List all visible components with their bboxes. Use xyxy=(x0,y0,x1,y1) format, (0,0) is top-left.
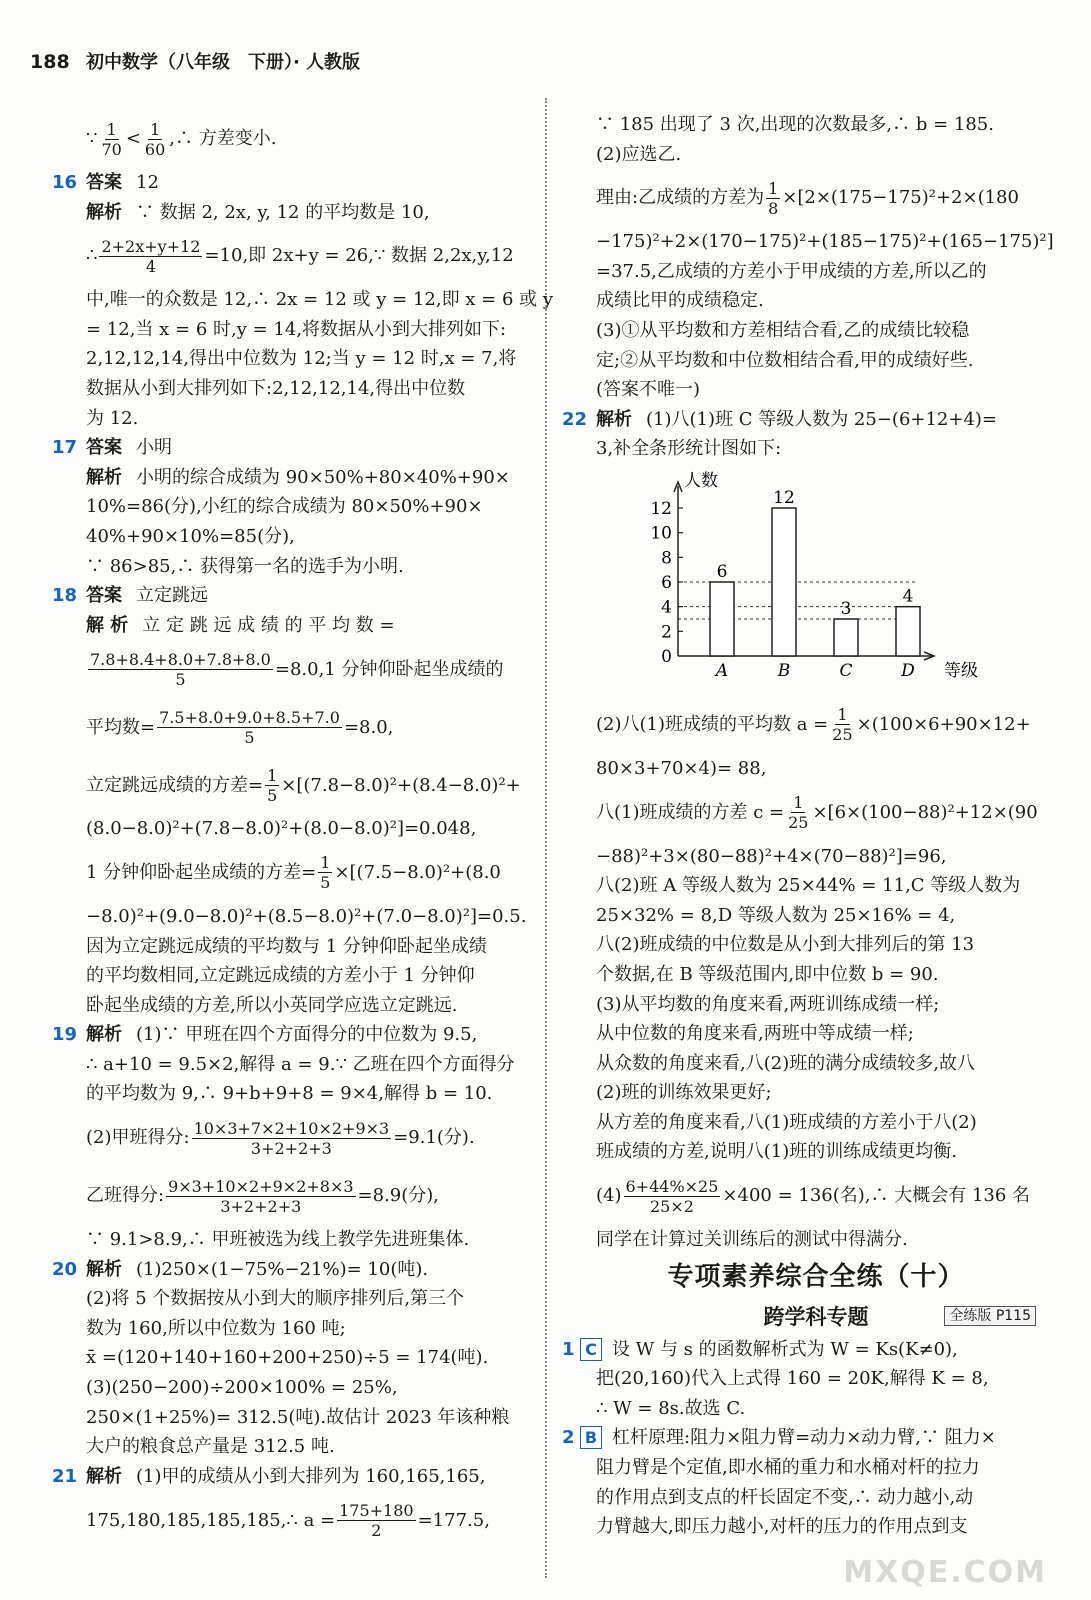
q18-line: 平均数= $\frac{7.5+8.0+9.0+8.5+7.0}{5}$ =8.0, xyxy=(86,707,394,747)
q16-line: 2,12,12,14,得出中位数为 12;当 y = 12 时,x = 7,将 xyxy=(86,348,517,370)
q20-line: 数为 160,所以中位数为 160 吨; xyxy=(86,1317,346,1339)
q19-line: 乙班得分: $\frac{9\times 3+10\times 2+9\times 2+8\times 3}{3+2+2+3}$ =8.9(分), xyxy=(86,1176,440,1216)
x-axis-label: 等级 xyxy=(944,660,978,681)
s1-line: ∴ W = 8s.故选 C. xyxy=(596,1397,746,1419)
q21-line: 175,180,185,185,185,∴ a = $\frac{175+180}{2}$ =177.5, xyxy=(86,1500,490,1540)
s2-line: 的作用点到支点的杆长固定不变,∴ 动力越小,动 xyxy=(596,1486,974,1508)
q21-cont-line: (3)①从平均数和方差相结合看,乙的成绩比较稳 xyxy=(596,319,970,341)
x-tick-label: B xyxy=(777,660,791,681)
bar-chart xyxy=(596,464,1036,696)
q19-analysis-line: 19 解析 (1)∵ 甲班在四个方面得分的中位数为 9.5, xyxy=(52,1020,534,1050)
q17-line: ∵ 86>85,∴ 获得第一名的选手为小明. xyxy=(86,555,404,577)
y-tick-label: 4 xyxy=(661,597,672,618)
q22-line: 班成绩的方差,说明八(1)班的训练成绩更均衡. xyxy=(596,1141,957,1163)
q18-line: (8.0−8.0)²+(7.8−8.0)²+(8.0−8.0)²]=0.048, xyxy=(86,818,477,840)
q21-cont-line: 理由:乙成绩的方差为 $\frac{1}{8}$ ×[2×(175−175)²+2×(180 xyxy=(596,178,1019,218)
q21-cont-line: −175)²+2×(170−175)²+(185−175)²+(165−175)²] xyxy=(596,231,1054,253)
s2-line: 阻力臂是个定值,即水桶的重力和水桶对杆的拉力 xyxy=(596,1457,980,1479)
q19-line: ∴ a+10 = 9.5×2,解得 a = 9.∵ 乙班在四个方面得分 xyxy=(86,1053,515,1075)
q20-analysis-line: 20 解析 (1)250×(1−75%−21%)= 10(吨). xyxy=(52,1255,534,1285)
x-tick-label: C xyxy=(839,660,853,681)
q17-line: 40%+90×10%=85(分), xyxy=(86,525,295,547)
q19-line: ∵ 9.1>8.9,∴ 甲班被选为线上教学先进班集体. xyxy=(86,1229,470,1251)
page-number: 188 xyxy=(30,51,70,73)
q22-line: 个数据,在 B 等级范围内,即中位数 b = 90. xyxy=(596,963,939,985)
fraction: $\frac{1}{25}$ xyxy=(832,705,853,745)
s1-line: 1 C 设 W 与 s 的函数解析式为 W = Ks(K≠0), xyxy=(562,1335,1036,1365)
q17-analysis-line: 解析 小明的综合成绩为 90×50%+80×40%+90× xyxy=(86,466,510,488)
bar xyxy=(896,607,920,656)
q22-line: 八(2)班 A 等级人数为 25×44% = 11,C 等级人数为 xyxy=(596,875,1021,897)
section-title: 专项素养综合全练（十） xyxy=(667,1261,965,1292)
q18-line: 因为立定跳远成绩的平均数与 1 分钟仰卧起坐成绩 xyxy=(86,935,487,957)
q18-line: −8.0)²+(9.0−8.0)²+(8.5−8.0)²+(7.0−8.0)²]=0.5. xyxy=(86,905,527,927)
q22-line: (3)从平均数的角度来看,两班训练成绩一样; xyxy=(596,993,940,1015)
q18-answer-line: 18 答案 立定跳远 xyxy=(52,581,534,611)
q21-cont-line: =37.5,乙成绩的方差小于甲成绩的方差,所以乙的 xyxy=(596,260,987,282)
q21-analysis-line: 21 解析 (1)甲的成绩从小到大排列为 160,165,165, xyxy=(52,1462,534,1492)
q22-analysis-line: 22 解析 (1)八(1)班 C 等级人数为 25−(6+12+4)= xyxy=(562,405,1036,435)
fraction: $\frac{7.8+8.4+8.0+7.8+8.0}{5}$ xyxy=(90,649,271,689)
q18-line: 1 分钟仰卧起坐成绩的方差= $\frac{1}{5}$ ×[(7.5−8.0)²+(8.0 xyxy=(86,853,501,893)
q22-line: 从众数的角度来看,八(2)班的满分成绩较多,故八 xyxy=(596,1052,975,1074)
q22-line: 80×3+70×4)= 88, xyxy=(596,757,767,779)
q22-line: 从方差的角度来看,八(1)班成绩的方差小于八(2) xyxy=(596,1111,977,1133)
y-tick-label: 10 xyxy=(650,523,672,544)
bar-value-label: 3 xyxy=(840,598,852,619)
page-header xyxy=(30,48,360,74)
q21-cont-line: ∵ 185 出现了 3 次,出现的次数最多,∴ b = 185. xyxy=(596,114,994,135)
q15-tail-line: ∵ $\frac{1}{70}$ < $\frac{1}{60}$ ,∴ 方差变小. xyxy=(86,119,277,159)
x-tick-label: D xyxy=(901,660,915,681)
column-divider xyxy=(545,98,547,1578)
q20-line: x̄ =(120+140+160+200+250)÷5 = 174(吨). xyxy=(86,1347,489,1369)
q22-line: (2)八(1)班成绩的平均数 a = $\frac{1}{25}$ ×(100×6+90×12+ xyxy=(596,705,1031,745)
q16-analysis-line: 解析 ∵ 数据 2, 2x, y, 12 的平均数是 10, xyxy=(86,201,430,223)
right-column xyxy=(562,110,1054,1542)
y-tick-label: 0 xyxy=(661,646,672,667)
s2-line: 力臂越大,即压力越小,对杆的压力的作用点到支 xyxy=(596,1516,968,1538)
s1-line: 把(20,160)代入上式得 160 = 20K,解得 K = 8, xyxy=(596,1368,989,1390)
q18-line: 卧起坐成绩的方差,所以小英同学应选立定跳远. xyxy=(86,994,458,1016)
q18-line: 的平均数相同,立定跳远成绩的方差小于 1 分钟仰 xyxy=(86,965,475,987)
fraction: $\frac{6+44\%\times 25}{25\times 2}$ xyxy=(625,1176,719,1216)
q16-line: 中,唯一的众数是 12,∴ 2x = 12 或 y = 12,即 x = 6 或 y xyxy=(86,289,554,311)
bar xyxy=(710,582,734,656)
bar-value-label: 12 xyxy=(773,487,795,508)
q16-line: ∴ $\frac{2+2x+y+12}{4}$ =10,即 2x+y = 26,∵ 数据 2,2x,y,12 xyxy=(86,236,514,276)
y-tick-label: 2 xyxy=(661,622,672,643)
q20-line: (3)(250−200)÷200×100% = 25%, xyxy=(86,1377,398,1399)
fraction: $\frac{1}{25}$ xyxy=(788,793,809,833)
q22-line: −88)²+3×(80−88)²+4×(70−88)²]=96, xyxy=(596,845,947,867)
fraction: $\frac{1}{70}$ xyxy=(101,119,122,159)
q16-answer-line: 16 答案 12 xyxy=(52,168,534,198)
watermark: MXQE.COM xyxy=(843,1555,1047,1590)
q18-line: $\frac{7.8+8.4+8.0+7.8+8.0}{5}$ =8.0,1 分钟仰卧起坐成绩的 xyxy=(90,649,504,689)
question-number: 16 xyxy=(52,172,78,193)
bar-value-label: 6 xyxy=(716,561,728,582)
left-column xyxy=(52,110,554,1549)
book-title: 初中数学（八年级 下册）· 人教版 xyxy=(85,52,361,73)
fraction: $\frac{1}{5}$ xyxy=(320,853,331,893)
q20-line: 大户的粮食总产量是 312.5 吨. xyxy=(86,1436,335,1458)
fraction: $\frac{1}{5}$ xyxy=(267,765,278,805)
q19-line: 的平均数为 9,∴ 9+b+9+8 = 9×4,解得 b = 10. xyxy=(86,1083,493,1105)
question-number: 21 xyxy=(52,1465,78,1487)
q22-line: (2)班的训练效果更好; xyxy=(596,1082,772,1104)
question-number: 17 xyxy=(52,437,78,459)
s2-line: 2 B 杠杆原理:阻力×阻力臂=动力×动力臂,∵ 阻力× xyxy=(562,1423,1036,1453)
q17-line: 10%=86(分),小红的综合成绩为 80×50%+90× xyxy=(86,496,483,518)
answer-choice-box: C xyxy=(580,1338,602,1361)
q19-line: (2)甲班得分: $\frac{10\times 3+7\times 2+10\times 2+9\times 3}{3+2+2+3}$ =9.1(分). xyxy=(86,1118,475,1158)
q16-line: = 12,当 x = 6 时,y = 14,将数据从小到大排列如下: xyxy=(86,318,507,340)
fraction: $\frac{7.5+8.0+9.0+8.5+7.0}{5}$ xyxy=(159,707,340,747)
y-tick-label: 12 xyxy=(650,498,672,519)
q18-line: 立定跳远成绩的方差= $\frac{1}{5}$ ×[(7.8−8.0)²+(8.4−8.0)²+ xyxy=(86,765,521,805)
bar xyxy=(834,619,858,656)
q22-line: (4) $\frac{6+44\%\times 25}{25\times 2}$ ×400 = 136(名),∴ 大概会有 136 名 xyxy=(596,1176,1031,1216)
q22-line: 八(1)班成绩的方差 c = $\frac{1}{25}$ ×[6×(100−88)²+12×(90 xyxy=(596,793,1038,833)
q16-line: 数据从小到大排列如下:2,12,12,14,得出中位数 xyxy=(86,377,466,399)
fraction: $\frac{175+180}{2}$ xyxy=(339,1500,414,1540)
question-number: 22 xyxy=(562,408,588,430)
q22-line: 八(2)班成绩的中位数是从小到大排列后的第 13 xyxy=(596,934,975,956)
q21-cont-line: (答案不唯一) xyxy=(596,379,701,401)
q21-cont-line: 定;②从平均数和中位数相结合看,甲的成绩好些. xyxy=(596,349,974,371)
y-tick-label: 8 xyxy=(661,548,672,569)
q22-line: 同学在计算过关训练后的测试中得满分. xyxy=(596,1229,908,1251)
bar xyxy=(772,508,796,656)
q22-line: 25×32% = 8,D 等级人数为 25×16% = 4, xyxy=(596,904,956,926)
answer-choice-box: B xyxy=(580,1426,602,1449)
section-subtitle: 跨学科专题 全练版 P115 xyxy=(596,1299,1036,1335)
q22-line: 3,补全条形统计图如下: xyxy=(596,438,782,460)
question-number: 18 xyxy=(52,585,78,607)
q20-line: (2)将 5 个数据按从小到大的顺序排列后,第三个 xyxy=(86,1288,465,1310)
x-tick-label: A xyxy=(715,660,729,681)
page-reference-badge: 全练版 P115 xyxy=(944,1306,1036,1326)
fraction: $\frac{2+2x+y+12}{4}$ xyxy=(101,236,201,276)
y-tick-label: 6 xyxy=(661,572,672,593)
fraction: $\frac{1}{60}$ xyxy=(144,119,166,159)
q16-line: 为 12. xyxy=(86,407,139,429)
bar-value-label: 4 xyxy=(902,586,914,607)
question-number: 20 xyxy=(52,1258,78,1280)
question-number: 2 xyxy=(562,1427,575,1449)
fraction: $\frac{1}{8}$ xyxy=(768,178,779,218)
bar-chart-svg xyxy=(596,464,1036,696)
q20-line: 250×(1+25%)= 312.5(吨).故估计 2023 年该种粮 xyxy=(86,1406,510,1428)
q21-cont-line: 成绩比甲的成绩稳定. xyxy=(596,290,764,312)
y-axis-label: 人数 xyxy=(684,470,718,491)
fraction: $\frac{10\times 3+7\times 2+10\times 2+9\times 3}{3+2+2+3}$ xyxy=(193,1118,390,1158)
fraction: $\frac{9\times 3+10\times 2+9\times 2+8\times 3}{3+2+2+3}$ xyxy=(168,1176,354,1216)
q22-line: 从中位数的角度来看,两班中等成绩一样; xyxy=(596,1023,914,1045)
q17-answer-line: 17 答案 小明 xyxy=(52,433,534,463)
question-number: 19 xyxy=(52,1024,78,1046)
question-number: 1 xyxy=(562,1338,575,1360)
q18-analysis-line: 解 析 立 定 跳 远 成 绩 的 平 均 数 = xyxy=(86,614,395,636)
q21-cont-line: (2)应选乙. xyxy=(596,143,682,165)
